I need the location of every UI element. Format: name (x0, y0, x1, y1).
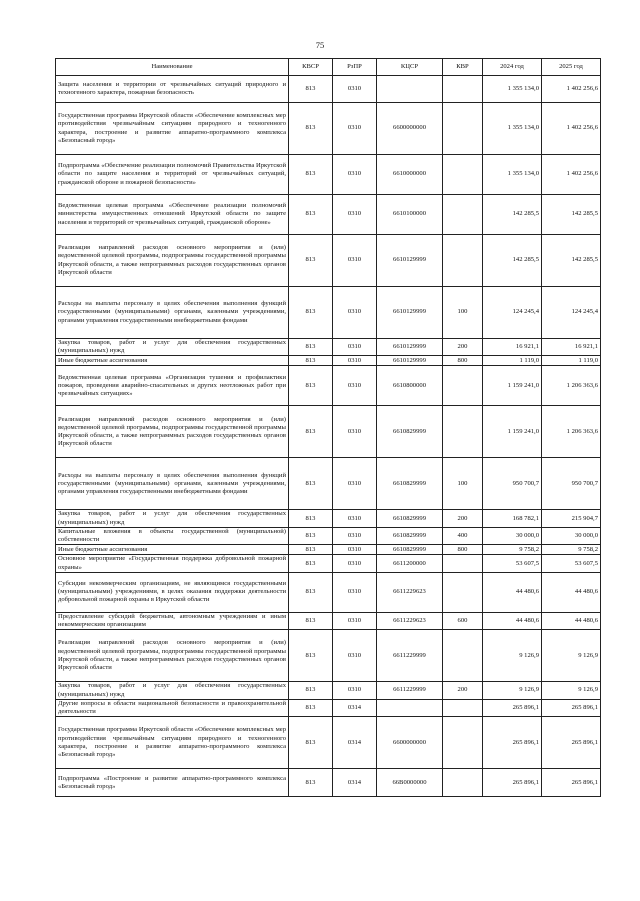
cell-name: Основное мероприятие «Государственная поддержка добровольной пожарной охраны» (56, 555, 289, 572)
budget-table (55, 58, 601, 797)
cell-kvr (443, 699, 483, 716)
cell-kvsr: 813 (289, 458, 333, 510)
header-kvr: КВР (443, 59, 483, 76)
cell-y2025: 265 896,1 (542, 769, 601, 797)
table-row (56, 103, 601, 155)
cell-kvsr: 813 (289, 699, 333, 716)
table-row (56, 682, 601, 699)
cell-kcsr: 6610829999 (377, 545, 443, 555)
cell-rzpr: 0310 (333, 235, 377, 287)
cell-name: Предоставление субсидий бюджетным, автономным учреждениям и иным некоммерческим организациям (56, 612, 289, 629)
cell-name: Закупка товаров, работ и услуг для обеспечения государственных (муниципальных) нужд (56, 682, 289, 699)
cell-name: Расходы на выплаты персоналу в целях обеспечения выполнения функций государственными (муниципальными) органами, казенными учреждениями, органами управления государственными внебюджетными фондами (56, 458, 289, 510)
cell-kvr: 200 (443, 339, 483, 356)
cell-kvr: 400 (443, 527, 483, 544)
cell-rzpr: 0310 (333, 366, 377, 406)
cell-rzpr: 0310 (333, 572, 377, 612)
cell-y2024: 44 480,6 (483, 612, 542, 629)
table-row (56, 235, 601, 287)
cell-kcsr: 6610829999 (377, 510, 443, 527)
cell-kvr (443, 555, 483, 572)
cell-name: Подпрограмма «Построение и развитие аппаратно-программного комплекса «Безопасный город» (56, 769, 289, 797)
cell-y2024: 168 782,1 (483, 510, 542, 527)
cell-name: Подпрограмма «Обеспечение реализации полномочий Правительства Иркутской области по защите населения и территорий от чрезвычайных ситуаций, гражданской обороне и пожарной безопасности» (56, 155, 289, 195)
cell-kcsr: 6600000000 (377, 103, 443, 155)
cell-y2024: 53 607,5 (483, 555, 542, 572)
cell-y2024: 1 119,0 (483, 356, 542, 366)
cell-y2025: 1 206 363,6 (542, 366, 601, 406)
cell-kvsr: 813 (289, 769, 333, 797)
cell-kvr (443, 572, 483, 612)
cell-rzpr: 0314 (333, 769, 377, 797)
cell-rzpr: 0310 (333, 458, 377, 510)
cell-rzpr: 0310 (333, 339, 377, 356)
cell-y2025: 1 402 256,6 (542, 103, 601, 155)
cell-kvsr: 813 (289, 356, 333, 366)
cell-y2024: 1 355 134,0 (483, 155, 542, 195)
cell-y2024: 265 896,1 (483, 769, 542, 797)
cell-rzpr: 0310 (333, 555, 377, 572)
cell-kvsr: 813 (289, 612, 333, 629)
cell-kvsr: 813 (289, 572, 333, 612)
cell-y2025: 53 607,5 (542, 555, 601, 572)
cell-y2024: 265 896,1 (483, 717, 542, 769)
table-row (56, 769, 601, 797)
cell-name: Защита населения и территории от чрезвычайных ситуаций природного и техногенного характера, пожарная безопасность (56, 76, 289, 103)
cell-y2025: 142 285,5 (542, 195, 601, 235)
cell-kvsr: 813 (289, 195, 333, 235)
header-name: Наименование (56, 59, 289, 76)
table-header-row (56, 59, 601, 76)
cell-kvr (443, 195, 483, 235)
cell-kvsr: 813 (289, 76, 333, 103)
header-rzpr: РзПР (333, 59, 377, 76)
cell-rzpr: 0310 (333, 195, 377, 235)
table-row (56, 155, 601, 195)
cell-kvsr: 813 (289, 406, 333, 458)
table-row (56, 572, 601, 612)
cell-name: Капитальные вложения в объекты государственной (муниципальной) собственности (56, 527, 289, 544)
page-number: 75 (315, 40, 325, 50)
cell-name: Иные бюджетные ассигнования (56, 356, 289, 366)
cell-y2024: 16 921,1 (483, 339, 542, 356)
cell-name: Закупка товаров, работ и услуг для обеспечения государственных (муниципальных) нужд (56, 510, 289, 527)
cell-kvsr: 813 (289, 682, 333, 699)
cell-y2024: 1 159 241,0 (483, 406, 542, 458)
cell-kcsr: 6610829999 (377, 458, 443, 510)
cell-kvsr: 813 (289, 545, 333, 555)
cell-kcsr: 6611200000 (377, 555, 443, 572)
table-row (56, 510, 601, 527)
cell-kcsr: 66В0000000 (377, 769, 443, 797)
cell-kvr (443, 76, 483, 103)
cell-rzpr: 0310 (333, 287, 377, 339)
cell-kcsr: 6610800000 (377, 366, 443, 406)
cell-name: Ведомственная целевая программа «Организация тушения и профилактики пожаров, проведения аварийно-спасательных и других неотложных работ при чрезвычайных ситуациях» (56, 366, 289, 406)
table-row (56, 630, 601, 682)
cell-y2025: 44 480,6 (542, 572, 601, 612)
cell-y2024: 44 480,6 (483, 572, 542, 612)
table-row (56, 612, 601, 629)
cell-y2024: 142 285,5 (483, 235, 542, 287)
cell-kcsr: 6611229623 (377, 572, 443, 612)
cell-kvsr: 813 (289, 630, 333, 682)
table-row (56, 287, 601, 339)
cell-y2025: 265 896,1 (542, 699, 601, 716)
cell-kvsr: 813 (289, 717, 333, 769)
table-row (56, 366, 601, 406)
cell-kcsr: 6610829999 (377, 406, 443, 458)
cell-kvr: 800 (443, 356, 483, 366)
cell-kvsr: 813 (289, 235, 333, 287)
table-row (56, 195, 601, 235)
cell-rzpr: 0310 (333, 406, 377, 458)
cell-rzpr: 0310 (333, 155, 377, 195)
cell-kvr (443, 630, 483, 682)
cell-y2025: 1 206 363,6 (542, 406, 601, 458)
cell-y2024: 124 245,4 (483, 287, 542, 339)
cell-kcsr: 6611229999 (377, 630, 443, 682)
cell-kvr (443, 103, 483, 155)
cell-y2024: 142 285,5 (483, 195, 542, 235)
cell-name: Реализация направлений расходов основного мероприятия и (или) ведомственной целевой программы, подпрограммы государственной программы Иркутской области, а также непрограммных расходов государственных органов Иркутской области (56, 630, 289, 682)
cell-kvsr: 813 (289, 155, 333, 195)
cell-name: Другие вопросы в области национальной безопасности и правоохранительной деятельности (56, 699, 289, 716)
cell-kvsr: 813 (289, 339, 333, 356)
cell-kvr: 200 (443, 510, 483, 527)
cell-kvr: 100 (443, 458, 483, 510)
cell-y2025: 44 480,6 (542, 612, 601, 629)
cell-name: Закупка товаров, работ и услуг для обеспечения государственных (муниципальных) нужд (56, 339, 289, 356)
cell-kcsr: 6610129999 (377, 356, 443, 366)
cell-y2025: 265 896,1 (542, 717, 601, 769)
cell-y2024: 9 126,9 (483, 630, 542, 682)
cell-name: Субсидии некоммерческим организациям, не являющимся государственными (муниципальными) учреждениями, в целях оказания поддержки деятельности добровольной пожарной охраны в Иркутской области (56, 572, 289, 612)
cell-rzpr: 0310 (333, 527, 377, 544)
cell-kvr (443, 366, 483, 406)
cell-y2025: 9 126,9 (542, 630, 601, 682)
cell-kcsr: 6610129999 (377, 287, 443, 339)
cell-y2024: 950 700,7 (483, 458, 542, 510)
cell-y2025: 9 758,2 (542, 545, 601, 555)
table-row (56, 76, 601, 103)
cell-kcsr: 6610829999 (377, 527, 443, 544)
cell-y2024: 265 896,1 (483, 699, 542, 716)
header-kvsr: КВСР (289, 59, 333, 76)
cell-rzpr: 0310 (333, 103, 377, 155)
cell-kcsr: 6611229623 (377, 612, 443, 629)
cell-kvr: 600 (443, 612, 483, 629)
cell-y2024: 1 355 134,0 (483, 76, 542, 103)
cell-rzpr: 0310 (333, 76, 377, 103)
table-row (56, 555, 601, 572)
cell-kvr (443, 235, 483, 287)
cell-rzpr: 0310 (333, 356, 377, 366)
cell-kvr (443, 769, 483, 797)
header-2025: 2025 год (542, 59, 601, 76)
cell-y2024: 1 355 134,0 (483, 103, 542, 155)
cell-kcsr: 6611229999 (377, 682, 443, 699)
cell-y2025: 124 245,4 (542, 287, 601, 339)
cell-kvr: 200 (443, 682, 483, 699)
cell-name: Реализация направлений расходов основного мероприятия и (или) ведомственной целевой программы, подпрограммы государственной программы Иркутской области, а также непрограммных расходов государственных органов Иркутской области (56, 406, 289, 458)
cell-rzpr: 0310 (333, 630, 377, 682)
cell-kvsr: 813 (289, 103, 333, 155)
cell-y2024: 9 758,2 (483, 545, 542, 555)
cell-rzpr: 0310 (333, 510, 377, 527)
cell-y2024: 9 126,9 (483, 682, 542, 699)
cell-name: Ведомственная целевая программа «Обеспечение реализации полномочий министерства имущественных отношений Иркутской области по защите населения и территорий от чрезвычайных ситуаций, гражданской обороне» (56, 195, 289, 235)
cell-kvr: 100 (443, 287, 483, 339)
table-row (56, 406, 601, 458)
cell-name: Расходы на выплаты персоналу в целях обеспечения выполнения функций государственными (муниципальными) органами, казенными учреждениями, органами управления государственными внебюджетными фондами (56, 287, 289, 339)
table-row (56, 339, 601, 356)
table-row (56, 545, 601, 555)
header-kcsr: КЦСР (377, 59, 443, 76)
cell-kcsr (377, 76, 443, 103)
cell-y2025: 1 402 256,6 (542, 76, 601, 103)
cell-kvsr: 813 (289, 510, 333, 527)
cell-y2025: 215 904,7 (542, 510, 601, 527)
cell-kcsr (377, 699, 443, 716)
cell-y2025: 9 126,9 (542, 682, 601, 699)
cell-rzpr: 0310 (333, 612, 377, 629)
cell-kcsr: 6610000000 (377, 155, 443, 195)
table-row (56, 717, 601, 769)
cell-y2024: 1 159 241,0 (483, 366, 542, 406)
cell-name: Государственная программа Иркутской области «Обеспечение комплексных мер противодействия чрезвычайным ситуациям природного и техногенного характера, построение и развитие аппаратно-программного комплекса «Безопасный город» (56, 717, 289, 769)
cell-rzpr: 0310 (333, 545, 377, 555)
cell-y2025: 16 921,1 (542, 339, 601, 356)
table-row (56, 356, 601, 366)
cell-kvr: 800 (443, 545, 483, 555)
cell-kcsr: 6610100000 (377, 195, 443, 235)
header-2024: 2024 год (483, 59, 542, 76)
cell-y2025: 142 285,5 (542, 235, 601, 287)
cell-kvsr: 813 (289, 527, 333, 544)
cell-y2025: 1 119,0 (542, 356, 601, 366)
cell-rzpr: 0310 (333, 682, 377, 699)
cell-y2025: 30 000,0 (542, 527, 601, 544)
table-row (56, 699, 601, 716)
cell-rzpr: 0314 (333, 699, 377, 716)
cell-y2024: 30 000,0 (483, 527, 542, 544)
cell-y2025: 950 700,7 (542, 458, 601, 510)
table-row (56, 527, 601, 544)
cell-kvr (443, 406, 483, 458)
cell-kvr (443, 155, 483, 195)
cell-kvsr: 813 (289, 366, 333, 406)
cell-name: Государственная программа Иркутской области «Обеспечение комплексных мер противодействия чрезвычайным ситуациям природного и техногенного характера, построение и развитие аппаратно-программного комплекса «Безопасный город» (56, 103, 289, 155)
cell-y2025: 1 402 256,6 (542, 155, 601, 195)
cell-kcsr: 6610129999 (377, 339, 443, 356)
cell-kcsr: 6610129999 (377, 235, 443, 287)
cell-name: Иные бюджетные ассигнования (56, 545, 289, 555)
cell-kvsr: 813 (289, 287, 333, 339)
table-row (56, 458, 601, 510)
cell-kvsr: 813 (289, 555, 333, 572)
cell-kvr (443, 717, 483, 769)
cell-rzpr: 0314 (333, 717, 377, 769)
cell-kcsr: 6600000000 (377, 717, 443, 769)
cell-name: Реализация направлений расходов основного мероприятия и (или) ведомственной целевой программы, подпрограммы государственной программы Иркутской области, а также непрограммных расходов государственных органов Иркутской области (56, 235, 289, 287)
